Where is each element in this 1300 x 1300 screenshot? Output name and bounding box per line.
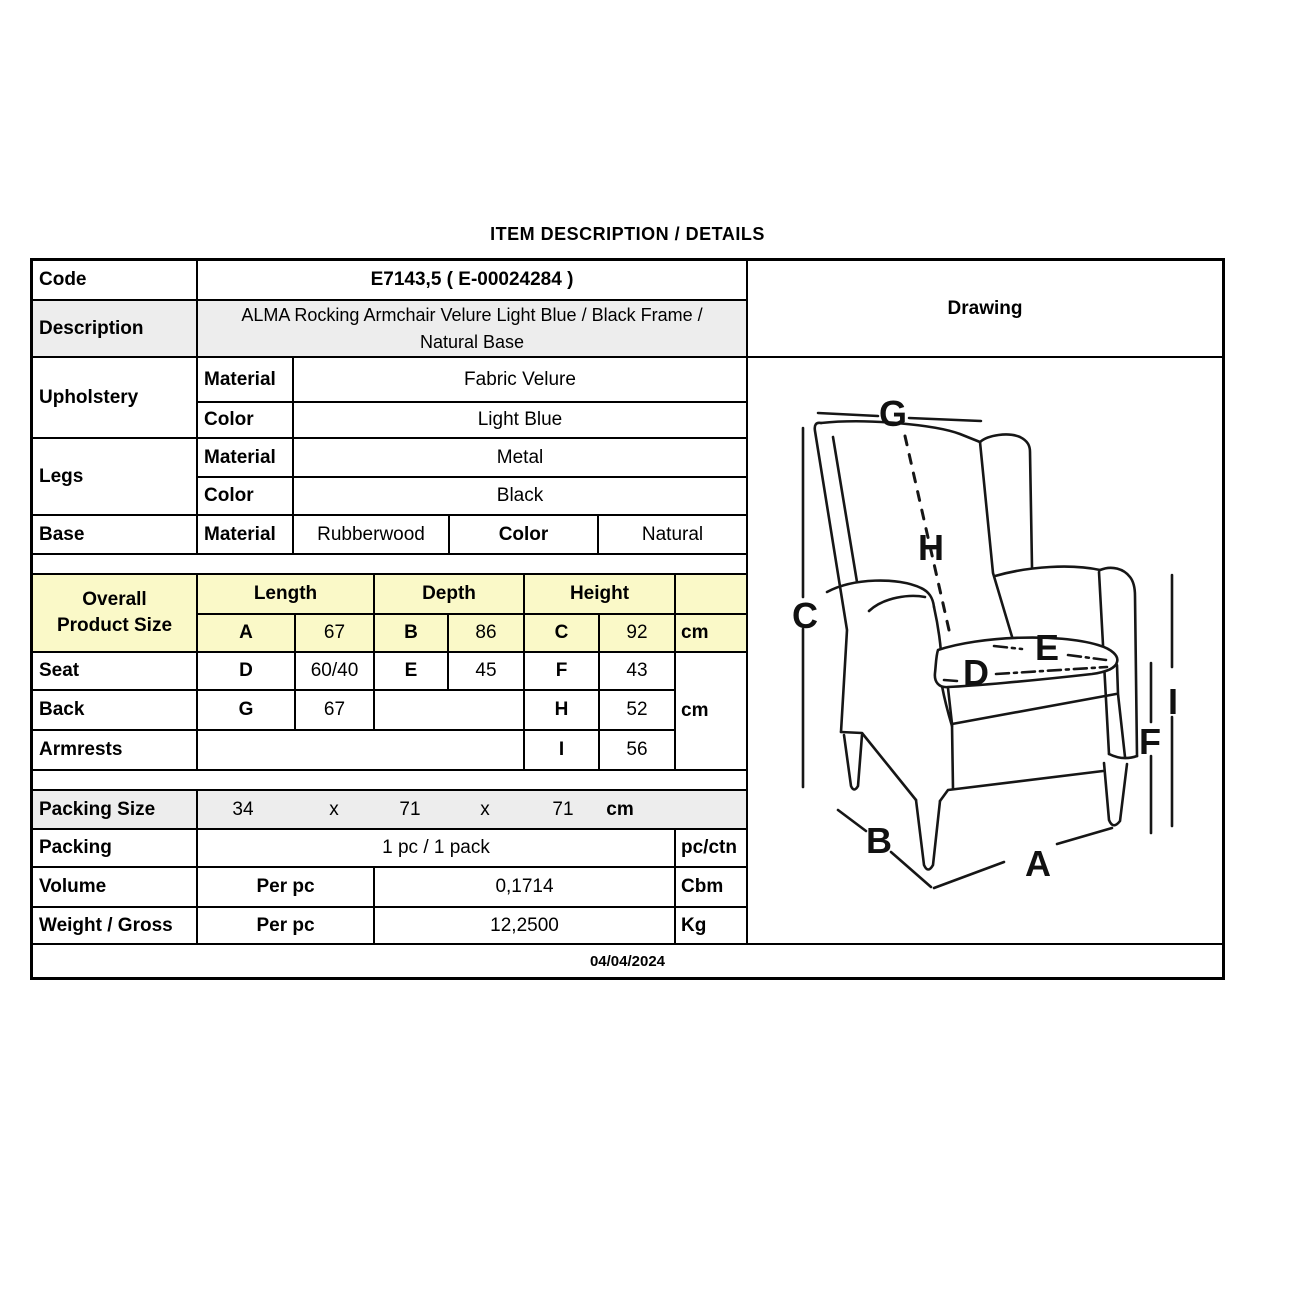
- dim-h-value: 52: [600, 691, 676, 731]
- dim-i-value: 56: [600, 731, 676, 771]
- dim-a-key: A: [198, 615, 296, 653]
- spacer-row: [33, 771, 748, 791]
- packing-sep-2: x: [480, 798, 490, 820]
- dim-d-key: D: [198, 653, 296, 691]
- size-col-unit-empty: [676, 575, 748, 615]
- base-material-label: Material: [198, 516, 294, 555]
- volume-unit: Cbm: [676, 868, 748, 908]
- group-unit: cm: [676, 653, 748, 771]
- chair-base-top-edge: [952, 694, 1116, 724]
- legs-label: Legs: [33, 439, 198, 516]
- dim-label-e: E: [1034, 627, 1060, 668]
- upholstery-label: Upholstery: [33, 358, 198, 439]
- packing-label: Packing: [33, 830, 198, 868]
- item-spec-table: [30, 258, 1225, 980]
- back-label: Back: [33, 691, 198, 731]
- overall-size-label: [33, 575, 198, 653]
- weight-value: 12,2500: [375, 908, 676, 945]
- volume-per-pc: Per pc: [198, 868, 375, 908]
- volume-value: 0,1714: [375, 868, 676, 908]
- legs-color-value: Black: [294, 478, 748, 516]
- description-label: Description: [33, 301, 198, 358]
- base-material-value: Rubberwood: [294, 516, 450, 555]
- chair-base-right-edge: [1117, 665, 1125, 757]
- description-value: [198, 301, 748, 358]
- base-color-value: Natural: [599, 516, 748, 555]
- code-value: E7143,5 ( E-00024284 ): [198, 261, 748, 301]
- chair-back-left-outer: [815, 423, 847, 732]
- chair-right-wing: [980, 435, 1032, 567]
- dim-c-value: 92: [600, 615, 676, 653]
- dim-i-key: I: [525, 731, 600, 771]
- chair-back-left-leg: [844, 735, 862, 790]
- weight-per-pc: Per pc: [198, 908, 375, 945]
- footer-date: 04/04/2024: [33, 945, 1222, 977]
- upholstery-color-value: Light Blue: [294, 403, 748, 439]
- dim-e-value: 45: [449, 653, 525, 691]
- dim-f-value: 43: [600, 653, 676, 691]
- dim-label-i: I: [1167, 681, 1179, 722]
- packing-unit: pc/ctn: [676, 830, 748, 868]
- legs-material-label: Material: [198, 439, 294, 478]
- chair-right-armrest-top: [995, 567, 1100, 576]
- chair-left-armrest-front: [934, 607, 941, 652]
- volume-label: Volume: [33, 868, 198, 908]
- legs-color-label: Color: [198, 478, 294, 516]
- packing-dim-1: 34: [232, 798, 254, 820]
- base-label: Base: [33, 516, 198, 555]
- dim-label-h: H: [918, 527, 944, 568]
- upholstery-color-label: Color: [198, 403, 294, 439]
- chair-back-right-edge: [980, 442, 1013, 640]
- weight-label: Weight / Gross: [33, 908, 198, 945]
- packing-sep-1: x: [329, 798, 339, 820]
- drawing-area: [748, 358, 1222, 945]
- back-empty-cell: [375, 691, 525, 731]
- dim-f-key: F: [525, 653, 600, 691]
- dim-label-g: G: [878, 393, 908, 434]
- packing-size-label: Packing Size: [33, 791, 198, 830]
- dim-line-a: [934, 828, 1112, 888]
- legs-material-value: Metal: [294, 439, 748, 478]
- page-title: ITEM DESCRIPTION / DETAILS: [490, 224, 765, 244]
- dim-c-key: C: [525, 615, 600, 653]
- weight-unit: Kg: [676, 908, 748, 945]
- chair-base-left-edge: [948, 688, 953, 789]
- dim-b-value: 86: [449, 615, 525, 653]
- chair-front-right-leg: [1104, 763, 1127, 825]
- packing-size-value: [198, 791, 748, 830]
- upholstery-material-value: Fabric Velure: [294, 358, 748, 403]
- size-col-depth: Depth: [375, 575, 525, 615]
- overall-unit: cm: [676, 615, 748, 653]
- spacer-row: [33, 555, 748, 575]
- dim-label-a: A: [1025, 843, 1051, 884]
- chair-left-armrest-inner: [869, 596, 925, 611]
- armrests-empty-cell: [198, 731, 525, 771]
- code-label: Code: [33, 261, 198, 301]
- chair-front-left-leg: [916, 800, 940, 870]
- overall-size-text: Overall Product Size: [56, 589, 173, 636]
- dim-g-value: 67: [296, 691, 375, 731]
- dim-g-key: G: [198, 691, 296, 731]
- chair-right-armrest-bottom: [1109, 754, 1137, 758]
- description-text: ALMA Rocking Armchair Velure Light Blue / Black Frame / Natural Base: [241, 305, 703, 352]
- armrests-label: Armrests: [33, 731, 198, 771]
- packing-dim-3: 71: [552, 798, 574, 820]
- chair-base-bottom-edge: [940, 771, 1103, 801]
- dim-h-key: H: [525, 691, 600, 731]
- seat-label: Seat: [33, 653, 198, 691]
- dim-line-d: [944, 680, 957, 681]
- packing-dim-2: 71: [399, 798, 421, 820]
- drawing-header: Drawing: [748, 261, 1222, 358]
- dim-b-key: B: [375, 615, 449, 653]
- size-col-length: Length: [198, 575, 375, 615]
- upholstery-material-label: Material: [198, 358, 294, 403]
- packing-size-unit: cm: [606, 798, 634, 820]
- dim-a-value: 67: [296, 615, 375, 653]
- dim-label-c: C: [792, 595, 818, 636]
- packing-value: 1 pc / 1 pack: [198, 830, 676, 868]
- size-col-height: Height: [525, 575, 676, 615]
- dim-label-b: B: [866, 820, 892, 861]
- armchair-drawing: [748, 358, 1220, 943]
- dim-e-key: E: [375, 653, 449, 691]
- dim-d-value: 60/40: [296, 653, 375, 691]
- base-color-label: Color: [450, 516, 599, 555]
- dim-label-d: D: [963, 652, 989, 693]
- dim-label-f: F: [1139, 721, 1161, 762]
